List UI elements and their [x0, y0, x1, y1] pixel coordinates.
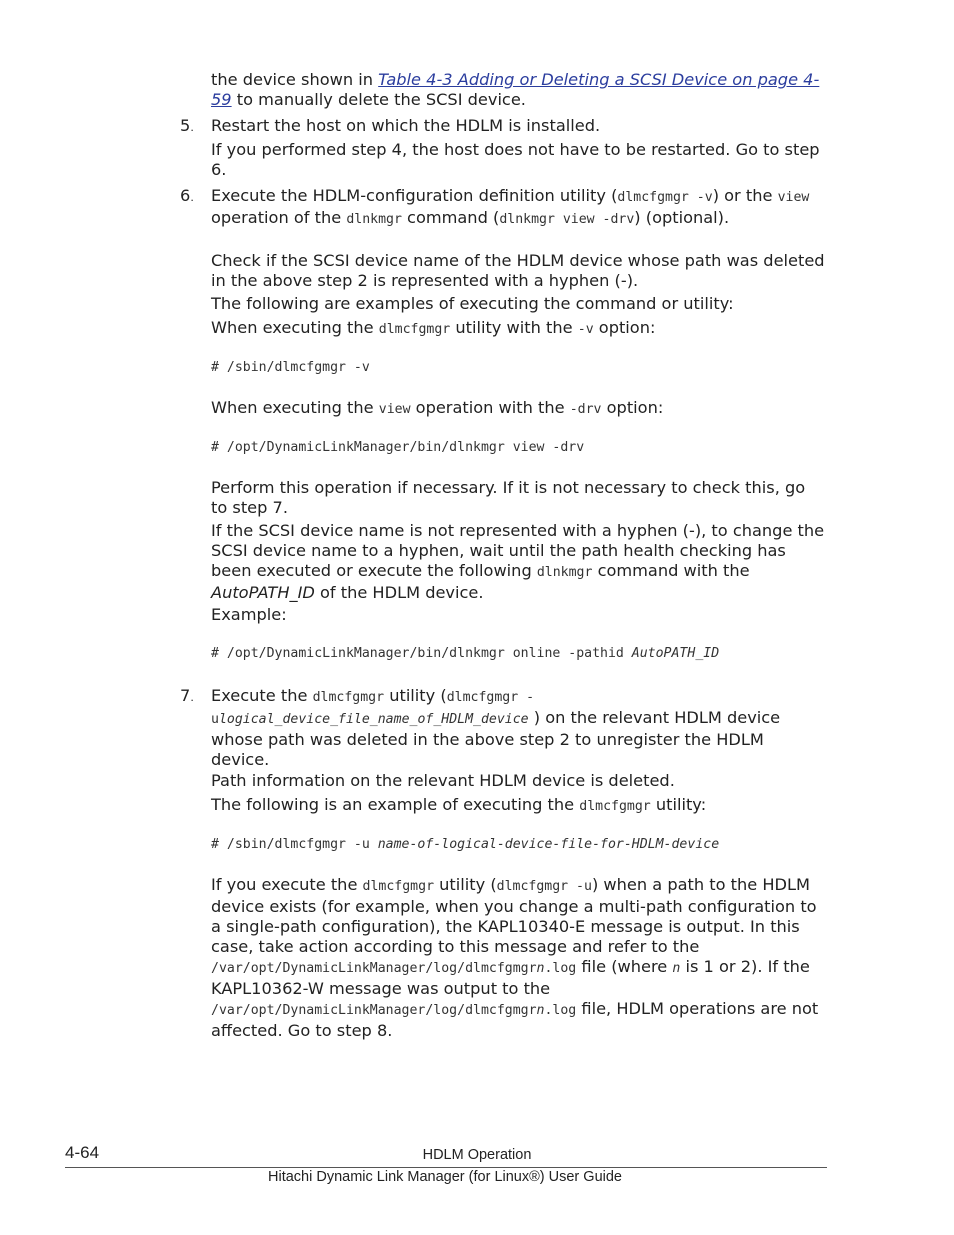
- page-number: 4-64: [65, 1143, 100, 1162]
- intro-text-end: to manually delete the SCSI device.: [231, 90, 526, 109]
- step-7-paragraph: If you execute the dlmcfgmgr utility (dlmcfgmgr -u) when a path to the HDLM device exists (for example, when you change a multi-path configuration to a single-path configuration), the KAPL10340-E message is output. In this case, take action according to this message and refer to the /var/opt/DynamicLinkManager/log/dlmcfgmgrn.log file (where n is 1 or 2). If the KAPL10362-W message was output to the /var/opt/DynamicLinkManager/log/dlmcfgmgrn.log file, HDLM operations are not affected. Go to step 8.: [211, 875, 819, 1040]
- command-dlmcfgmgr-v: dlmcfgmgr -v: [617, 190, 713, 205]
- step-5-text: Restart the host on which the HDLM is installed.: [211, 116, 601, 135]
- code-example-1: # /sbin/dlmcfgmgr -v: [211, 360, 370, 375]
- footer-section-title: HDLM Operation: [422, 1147, 532, 1163]
- step-6-if-not: If the SCSI device name is not represented with a hyphen (-), to change the SCSI device name to a hyphen, wait until the path health checking has been executed or execute the following dlnkmgr command with the AutoPATH_ID of the HDLM device.: [211, 521, 825, 602]
- step-6-perform: Perform this operation if necessary. If it is not necessary to check this, go to step 7.: [211, 478, 806, 517]
- step-6-check: Check if the SCSI device name of the HDLM device whose path was deleted in the above step 2 is represented with a hyphen (-).: [211, 251, 825, 290]
- operation-view: view: [777, 190, 810, 205]
- step-6-when-2: When executing the view operation with the -drv option:: [211, 398, 664, 417]
- step-7-text: Execute the dlmcfgmgr utility (dlmcfgmgr -ulogical_device_file_name_of_HDLM_device ) on the relevant HDLM device whose path was deleted in the above step 2 to unregister the HDLM device.: [211, 686, 781, 769]
- step-6-text: Execute the HDLM-configuration definition utility (dlmcfgmgr -v) or the view operation of the dlnkmgr command (dlnkmgr view -drv) (optional).: [211, 186, 810, 227]
- footer-guide-title: Hitachi Dynamic Link Manager (for Linux®) User Guide: [268, 1169, 622, 1185]
- step-7-number: 7.: [180, 686, 194, 705]
- step-5-note: If you performed step 4, the host does not have to be restarted. Go to step 6.: [211, 140, 820, 179]
- command-dlnkmgr: dlnkmgr: [346, 212, 402, 227]
- code-example-2: # /opt/DynamicLinkManager/bin/dlnkmgr view -drv: [211, 440, 585, 455]
- step-6-number: 6.: [180, 186, 194, 205]
- step-5-number: 5.: [180, 116, 194, 135]
- footer-divider: [65, 1167, 827, 1168]
- step-6-when-1: When executing the dlmcfgmgr utility with the -v option:: [211, 318, 656, 337]
- code-example-3: # /opt/DynamicLinkManager/bin/dlnkmgr online -pathid AutoPATH_ID: [211, 646, 720, 661]
- step-7-deleted: Path information on the relevant HDLM device is deleted.: [211, 771, 675, 790]
- step-6-examples: The following are examples of executing the command or utility:: [211, 294, 734, 313]
- step-7-following: The following is an example of executing the dlmcfgmgr utility:: [211, 795, 707, 814]
- command-dlnkmgr-view-drv: dlnkmgr view -drv: [499, 212, 635, 227]
- intro-text: the device shown in: [211, 70, 379, 89]
- intro-paragraph: [211, 70, 826, 110]
- table-4-3-link[interactable]: Table 4-3 Adding or Deleting a SCSI Device on page 4-59: [211, 70, 820, 109]
- step-6-example-label: Example:: [211, 605, 287, 624]
- code-example-4: # /sbin/dlmcfgmgr -u name-of-logical-device-file-for-HDLM-device: [211, 837, 720, 852]
